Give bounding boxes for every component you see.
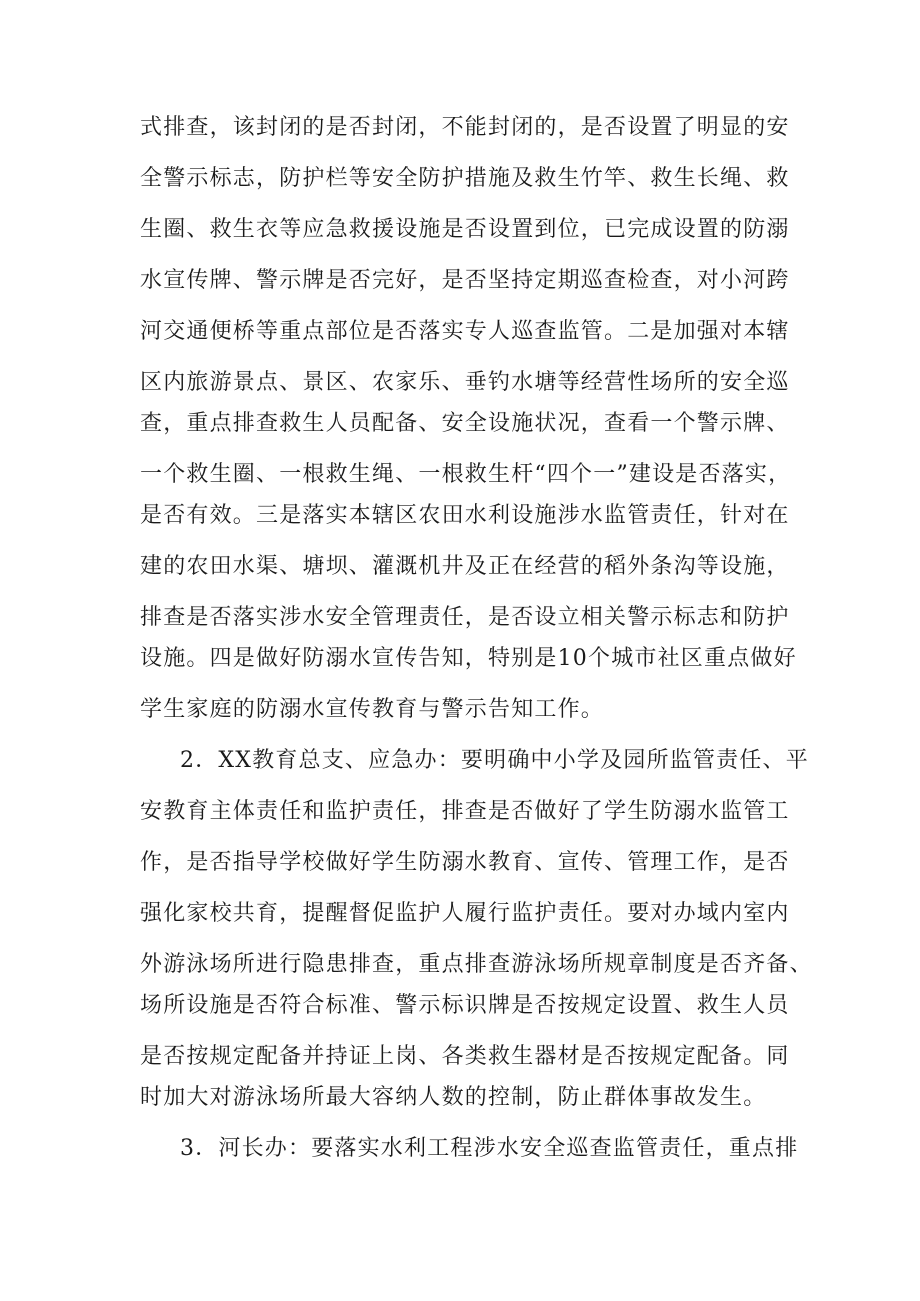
section-heading-line: 3．河长办：要落实水利工程涉水安全巡查监管责任，重点排 [180,1136,799,1161]
paragraph-line: 水宣传牌、警示牌是否完好，是否坚持定期巡查检查，对小河跨 [140,268,790,293]
paragraph-line: 式排查，该封闭的是否封闭，不能封闭的，是否设置了明显的安 [140,115,790,140]
paragraph-line: 安教育主体责任和监护责任，排查是否做好了学生防溺水监管工 [140,799,790,824]
paragraph-line: 作，是否指导学校做好学生防溺水教育、宣传、管理工作，是否 [140,850,790,875]
paragraph-line: 设施。四是做好防溺水宣传告知，特别是10个城市社区重点做好 [140,646,797,671]
paragraph-line: 生圈、救生衣等应急救援设施是否设置到位，已完成设置的防溺 [140,217,790,242]
paragraph-line: 区内旅游景点、景区、农家乐、垂钓水塘等经营性场所的安全巡 [140,370,790,395]
paragraph-line: 全警示标志，防护栏等安全防护措施及救生竹竿、救生长绳、救 [140,166,790,191]
paragraph-line: 建的农田水渠、塘坝、灌溉机井及正在经营的稻外条沟等设施， [140,554,790,579]
paragraph-line: 是否按规定配备并持证上岗、各类救生器材是否按规定配备。同 [140,1044,790,1069]
paragraph-line: 排查是否落实涉水安全管理责任，是否设立相关警示标志和防护 [140,605,790,630]
paragraph-line: 时加大对游泳场所最大容纳人数的控制，防止群体事故发生。 [140,1085,767,1110]
paragraph-line: 场所设施是否符合标准、警示标识牌是否按规定设置、救生人员 [140,993,790,1018]
paragraph-line: 外游泳场所进行隐患排查，重点排查游泳场所规章制度是否齐备、 [140,952,813,977]
paragraph-line: 是否有效。三是落实本辖区农田水利设施涉水监管责任，针对在 [140,503,790,528]
paragraph-line: 查，重点排查救生人员配备、安全设施状况，查看一个警示牌、 [140,411,790,436]
paragraph-line: 学生家庭的防溺水宣传教育与警示告知工作。 [140,697,605,722]
paragraph-line: 一个救生圈、一根救生绳、一根救生杆“四个一”建设是否落实， [140,462,792,487]
paragraph-line: 强化家校共育，提醒督促监护人履行监护责任。要对办域内室内 [140,901,790,926]
section-heading-line: 2．XX教育总支、应急办：要明确中小学及园所监管责任、平 [180,748,809,773]
paragraph-line: 河交通便桥等重点部位是否落实专人巡查监管。二是加强对本辖 [140,319,790,344]
